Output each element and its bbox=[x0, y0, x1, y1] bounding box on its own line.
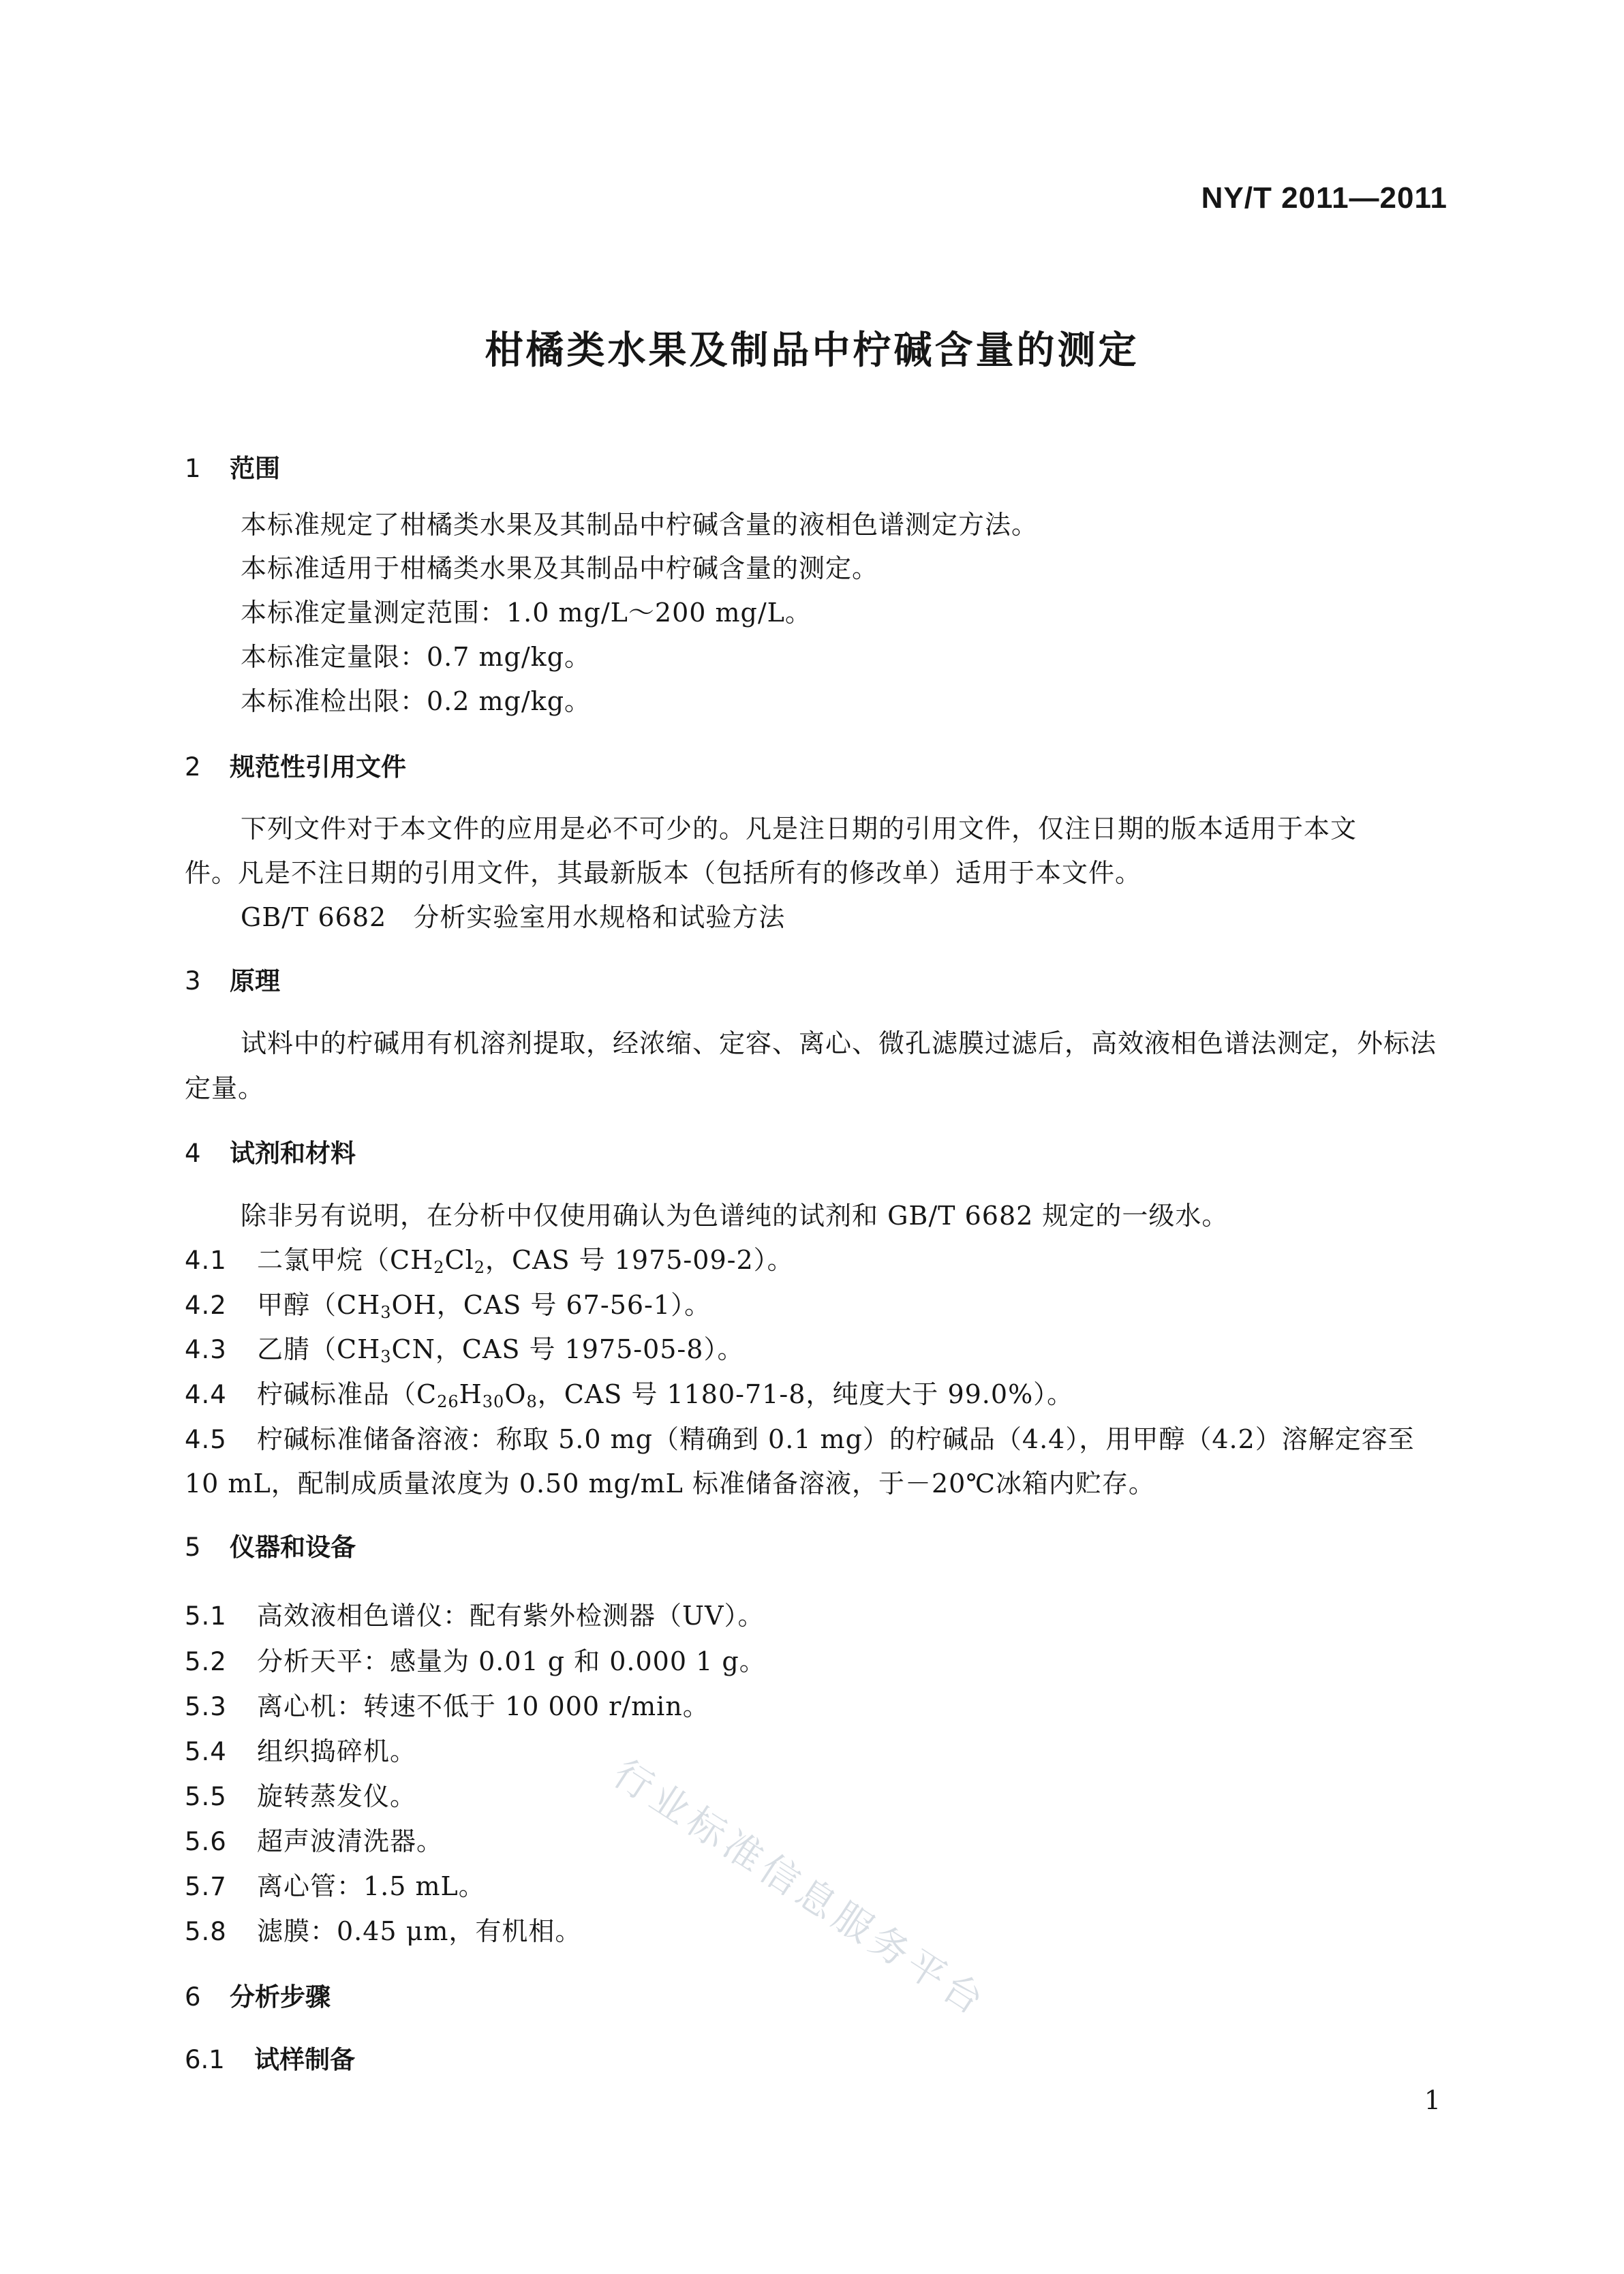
paragraph: 试料中的柠碱用有机溶剂提取，经浓缩、定容、离心、微孔滤膜过滤后，高效液相色谱法测定，外标法 bbox=[241, 1028, 1437, 1058]
watermark: 行业标准信息服务平台 bbox=[605, 1751, 996, 2027]
paragraph: 本标准定量限：0.7 mg/kg。 bbox=[241, 642, 592, 672]
section-4-heading bbox=[185, 1133, 356, 1169]
standard-code: NY/T 2011—2011 bbox=[1201, 181, 1447, 215]
section-title: 范围 bbox=[230, 454, 280, 483]
paragraph: 本标准适用于柑橘类水果及其制品中柠碱含量的测定。 bbox=[241, 553, 879, 583]
list-item: 4.3 乙腈（$CH_3CN$，CAS 号 1975-05-8）。 bbox=[185, 1334, 744, 1366]
paragraph: 本标准规定了柑橘类水果及其制品中柠碱含量的液相色谱测定方法。 bbox=[241, 510, 1039, 540]
paragraph: 本标准定量测定范围：1.0 mg/L～200 mg/L。 bbox=[241, 598, 812, 628]
list-item: 4.4 柠碱标准品（$C_{26}H_{30}O_8$，CAS 号 1180-71-8，纯度大于 99.0%）。 bbox=[185, 1379, 1074, 1411]
list-item: 5.4 组织捣碎机。 bbox=[185, 1736, 417, 1766]
section-number: 6 bbox=[185, 1982, 201, 2012]
list-item: 4.5 柠碱标准储备溶液：称取 5.0 mg（精确到 0.1 mg）的柠碱品（4.4），用甲醇（4.2）溶解定容至 bbox=[185, 1424, 1415, 1454]
section-title: 分析步骤 bbox=[230, 1982, 331, 2012]
list-item-continuation: 10 mL，配制成质量浓度为 0.50 mg/mL 标准储备溶液，于－20℃冰箱内贮存。 bbox=[185, 1469, 1155, 1499]
section-6-heading bbox=[185, 1976, 331, 2013]
subsection-title: 试样制备 bbox=[254, 2045, 355, 2074]
section-2-heading bbox=[185, 746, 406, 783]
paragraph: 定量。 bbox=[185, 1073, 265, 1103]
document-title: 柑橘类水果及制品中柠碱含量的测定 bbox=[485, 328, 1139, 373]
list-item: 5.6 超声波清洗器。 bbox=[185, 1826, 444, 1856]
page-number: 1 bbox=[1424, 2085, 1441, 2115]
section-title: 原理 bbox=[230, 966, 280, 996]
list-item: 5.8 滤膜：0.45 μm，有机相。 bbox=[185, 1916, 582, 1946]
paragraph: 本标准检出限：0.2 mg/kg。 bbox=[241, 686, 592, 716]
list-item: 4.1 二氯甲烷（$CH_2Cl_2$，CAS 号 1975-09-2）。 bbox=[185, 1245, 794, 1277]
list-item: 5.3 离心机：转速不低于 10 000 r/min。 bbox=[185, 1691, 709, 1721]
list-item: 4.2 甲醇（$CH_3OH$，CAS 号 67-56-1）。 bbox=[185, 1290, 711, 1322]
list-item: 5.7 离心管：1.5 mL。 bbox=[185, 1871, 485, 1901]
section-number: 1 bbox=[185, 454, 201, 483]
section-5-heading bbox=[185, 1526, 356, 1563]
paragraph: 下列文件对于本文件的应用是必不可少的。凡是注日期的引用文件，仅注日期的版本适用于本文 bbox=[241, 814, 1358, 844]
paragraph: 件。凡是不注日期的引用文件，其最新版本（包括所有的修改单）适用于本文件。 bbox=[185, 858, 1142, 888]
subsection-number: 6.1 bbox=[185, 2045, 225, 2074]
list-item: 5.2 分析天平：感量为 0.01 g 和 0.000 1 g。 bbox=[185, 1646, 766, 1676]
section-number: 4 bbox=[185, 1139, 201, 1168]
section-number: 5 bbox=[185, 1533, 201, 1562]
section-number: 3 bbox=[185, 966, 201, 996]
list-item: 5.5 旋转蒸发仪。 bbox=[185, 1781, 417, 1811]
section-number: 2 bbox=[185, 752, 201, 782]
paragraph: 除非另有说明，在分析中仅使用确认为色谱纯的试剂和 GB/T 6682 规定的一级水。 bbox=[241, 1201, 1229, 1231]
section-title: 仪器和设备 bbox=[230, 1533, 356, 1562]
reference: GB/T 6682 分析实验室用水规格和试验方法 bbox=[241, 902, 786, 932]
section-title: 试剂和材料 bbox=[230, 1139, 356, 1168]
section-title: 规范性引用文件 bbox=[230, 752, 406, 782]
section-3-heading bbox=[185, 960, 280, 997]
list-item: 5.1 高效液相色谱仪：配有紫外检测器（UV）。 bbox=[185, 1601, 765, 1631]
section-1-heading bbox=[185, 448, 280, 485]
subsection-6-1-heading bbox=[185, 2039, 355, 2076]
